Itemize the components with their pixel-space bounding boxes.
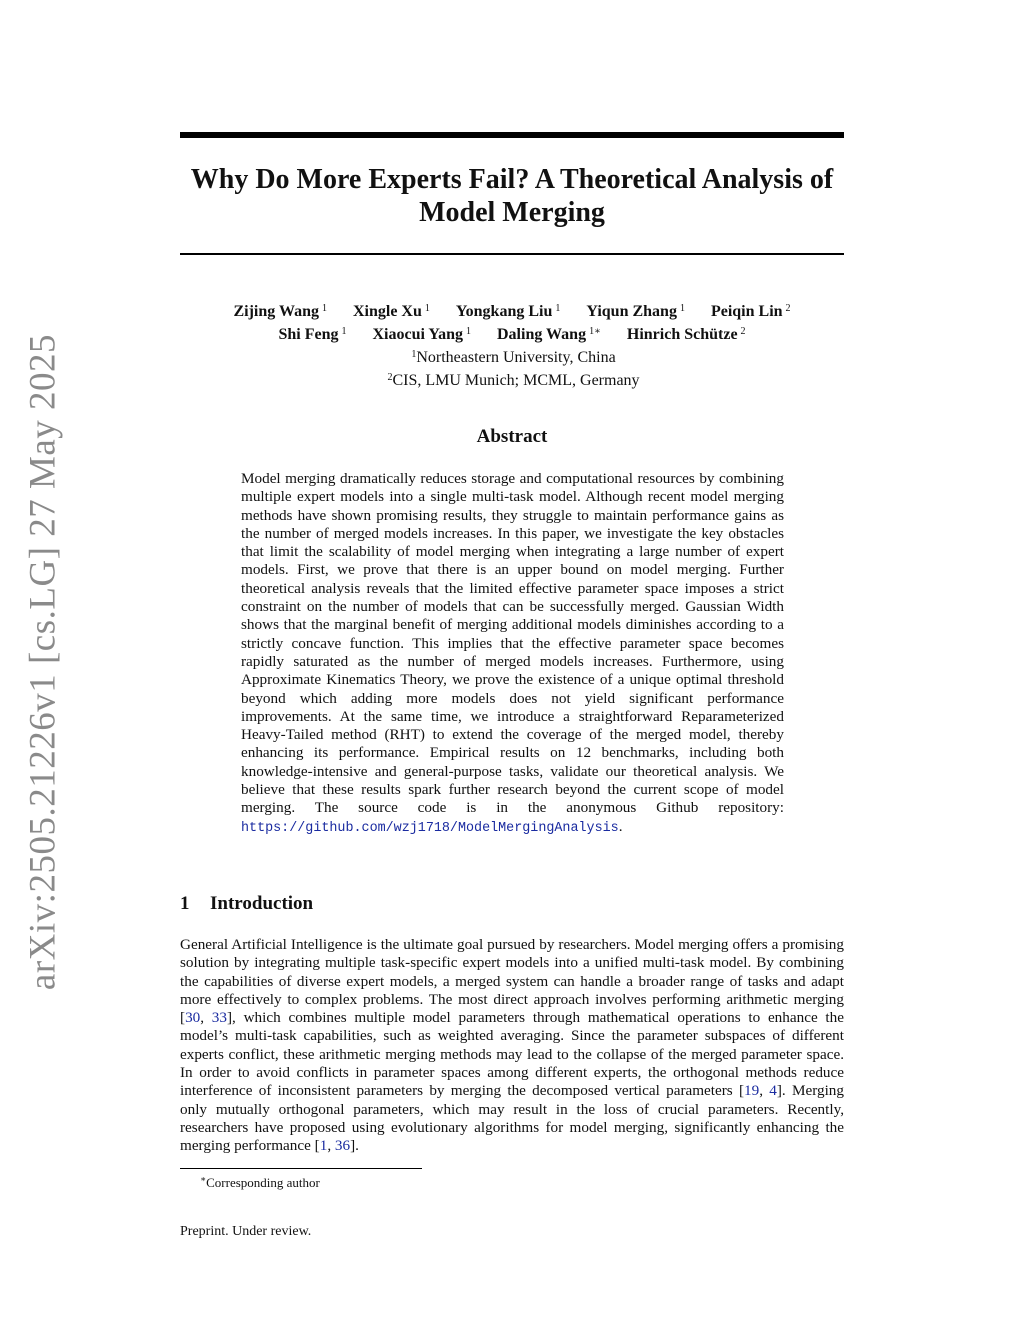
- footnote-rule: [180, 1168, 422, 1169]
- paper-title: Why Do More Experts Fail? A Theoretical Analysis of Model Merging: [190, 164, 834, 228]
- author: Yongkang Liu $^1$: [455, 303, 561, 320]
- author-line-1: [180, 299, 844, 322]
- author: Peiqin Lin $^2$: [710, 303, 791, 320]
- citation-link[interactable]: 19: [744, 1082, 760, 1100]
- citation-link[interactable]: 4: [769, 1082, 777, 1100]
- author: Xiaocui Yang $^1$: [372, 326, 471, 343]
- author: Xingle Xu $^1$: [352, 303, 430, 320]
- author: Zijing Wang $^1$: [233, 303, 327, 320]
- affiliation: $^2$CIS, LMU Munich; MCML, Germany: [387, 372, 640, 389]
- citation-link[interactable]: 1: [319, 1137, 328, 1155]
- citation-link[interactable]: 30: [185, 1009, 201, 1027]
- author-block: [180, 299, 844, 391]
- footnote: ∗Corresponding author: [200, 1174, 320, 1190]
- introduction-paragraph: General Artificial Intelligence is the ultimate goal pursued by researchers. Model merging offers a promising solution by integrating multiple task-specific expert models into a unified multi-task model. By combining the capabilities of diverse expert models, a merged system can handle a broader range of tasks and adapt more effectively to complex problems. The most direct approach involves performing arithmetic merging [30, 33], which combines multiple model parameters through mathematical operations to enhance the model’s multi-task capabilities, such as weighted averaging. Since the parameter subspaces of different experts conflict, these arithmetic merging methods may lead to the collapse of the merged parameter space. In order to avoid conflicts in parameter spaces among different experts, the orthogonal methods reduce interference of inconsistent parameters by merging the decomposed vertical parameters [19, 4]. Merging only mutually orthogonal parameters, which may result in the loss of crucial parameters. Recently, researchers have proposed using evolutionary algorithms for model merging, significantly enhancing the merging performance [1, 36].: [180, 936, 844, 1155]
- author-line-2: [180, 322, 844, 345]
- arxiv-stamp: arXiv:2505.21226v1 [cs.LG] 27 May 2025: [22, 333, 64, 991]
- github-link[interactable]: https://github.com/wzj1718/ModelMergingAnalysis: [241, 820, 619, 836]
- preprint-notice: Preprint. Under review.: [180, 1224, 312, 1239]
- title-bottom-rule: [180, 253, 844, 255]
- author: Yiqun Zhang $^1$: [586, 303, 685, 320]
- abstract-text: Model merging dramatically reduces storage and computational resources by combining multiple expert models into a single multi-task model. Although recent model merging methods have shown promising results, they struggle to maintain performance gains as the number of merged models increases. In this paper, we investigate the key obstacles that limit the scalability of model merging when integrating a large number of expert models. First, we prove that there is an upper bound on model merging. Further theoretical analysis reveals that the limited effective parameter space imposes a strict constraint on the number of models that can be successfully merged. Gaussian Width shows that the marginal benefit of merging additional models diminishes according to a strictly concave function. This implies that the effective parameter space becomes rapidly saturated as the number of merged models increases. Furthermore, using Approximate Kinematics Theory, we prove the existence of a unique optimal threshold beyond which adding more models does not yield significant performance improvements. At the same time, we introduce a straightforward Reparameterized Heavy-Tailed method (RHT) to extend the coverage of the merged model, thereby enhancing its performance. Empirical results on 12 benchmarks, including both knowledge-intensive and general-purpose tasks, validate our theoretical analysis. We believe that these results spark further research beyond the current scope of model merging. The source code is in the anonymous Github repository: https://github.com/wzj1718/ModelMergingAnalysis.: [241, 470, 784, 836]
- citation-link[interactable]: 36: [334, 1137, 351, 1155]
- citation-link[interactable]: 33: [211, 1009, 227, 1027]
- author: Daling Wang $^{1∗}$: [497, 326, 601, 343]
- affiliation: $^1$Northeastern University, China: [411, 349, 616, 366]
- section-heading-introduction: 1 Introduction: [180, 893, 314, 914]
- abstract-heading: Abstract: [476, 426, 548, 447]
- author: Shi Feng $^1$: [278, 326, 347, 343]
- author: Hinrich Schütze $^2$: [626, 326, 746, 343]
- title-top-rule: [180, 132, 844, 138]
